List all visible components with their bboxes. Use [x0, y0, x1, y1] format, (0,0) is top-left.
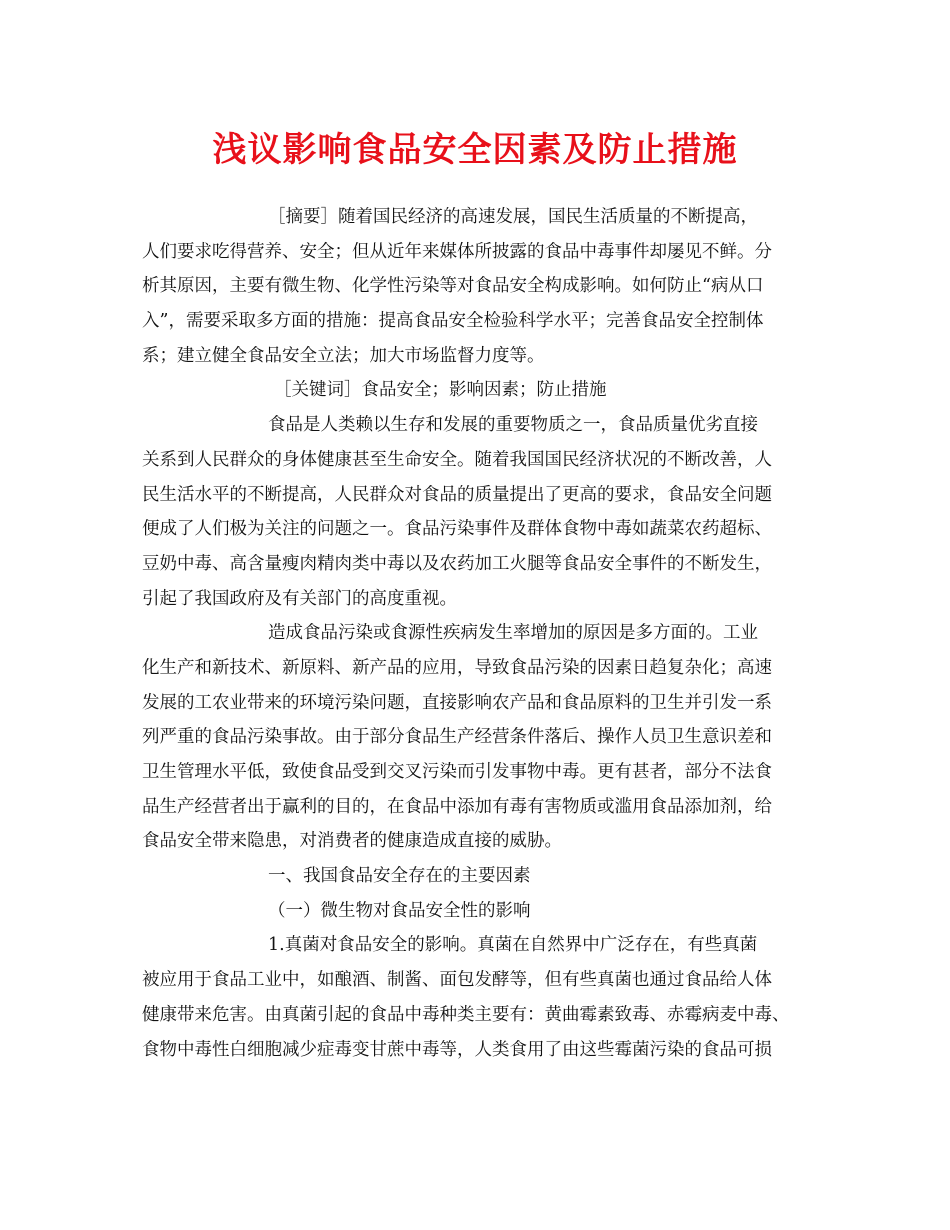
intro-line: 豆奶中毒、高含量瘦肉精肉类中毒以及农药加工火腿等食品安全事件的不断发生， — [142, 553, 772, 574]
keywords-paragraph — [142, 373, 822, 408]
intro-line: 便成了人们极为关注的问题之一。食品污染事件及群体食物中毒如蔬菜农药超标、 — [142, 519, 772, 540]
abstract-line: 人们要求吃得营养、安全；但从近年来媒体所披露的食品中毒事件却屡见不鲜。分 — [142, 241, 772, 262]
causes-line: 列严重的食品污染事故。由于部分食品生产经营条件落后、操作人员卫生意识差和 — [142, 727, 772, 748]
fungi-line: 健康带来危害。由真菌引起的食品中毒种类主要有：黄曲霉素致毒、赤霉病麦中毒、 — [142, 1004, 790, 1025]
intro-paragraph — [142, 408, 822, 616]
intro-line: 关系到人民群众的身体健康甚至生命安全。随着我国国民经济状况的不断改善，人 — [142, 449, 772, 470]
document-body — [142, 200, 822, 1067]
abstract-line: 析其原因，主要有微生物、化学性污染等对食品安全构成影响。如何防止“病从口 — [142, 276, 764, 297]
abstract-paragraph — [142, 200, 822, 373]
section-heading — [142, 859, 822, 894]
causes-line: 化生产和新技术、新原料、新产品的应用，导致食品污染的因素日趋复杂化；高速 — [142, 657, 772, 678]
document-title: 浅议影响食品安全因素及防止措施 — [212, 130, 738, 170]
fungi-line: 1.真菌对食品安全的影响。真菌在自然界中广泛存在，有些真菌 — [268, 935, 758, 956]
causes-line: 发展的工农业带来的环境污染问题，直接影响农产品和食品原料的卫生并引发一系 — [142, 692, 772, 713]
causes-line: 食品安全带来隐患，对消费者的健康造成直接的威胁。 — [142, 831, 562, 852]
abstract-line: 入”，需要采取多方面的措施：提高食品安全检验科学水平；完善食品安全控制体 — [142, 311, 764, 332]
causes-line: 造成食品污染或食源性疾病发生率增加的原因是多方面的。工业 — [268, 623, 758, 644]
subsection-heading — [142, 894, 822, 929]
fungi-paragraph — [142, 928, 822, 1067]
intro-line: 引起了我国政府及有关部门的高度重视。 — [142, 588, 457, 609]
causes-line: 品生产经营者出于赢利的目的，在食品中添加有毒有害物质或滥用食品添加剂，给 — [142, 796, 772, 817]
section-heading-text: 一、我国食品安全存在的主要因素 — [268, 866, 531, 887]
fungi-line: 食物中毒性白细胞减少症毒变甘蔗中毒等，人类食用了由这些霉菌污染的食品可损 — [142, 1039, 772, 1060]
fungi-line: 被应用于食品工业中，如酿酒、制酱、面包发酵等，但有些真菌也通过食品给人体 — [142, 970, 772, 991]
causes-line: 卫生管理水平低，致使食品受到交叉污染而引发事物中毒。更有甚者，部分不法食 — [142, 762, 772, 782]
abstract-line: ［摘要］随着国民经济的高速发展，国民生活质量的不断提高， — [268, 207, 758, 227]
abstract-line: 系；建立健全食品安全立法；加大市场监督力度等。 — [142, 345, 545, 366]
intro-line: 食品是人类赖以生存和发展的重要物质之一，食品质量优劣直接 — [268, 415, 758, 436]
causes-paragraph — [142, 616, 822, 859]
intro-line: 民生活水平的不断提高，人民群众对食品的质量提出了更高的要求，食品安全问题 — [142, 484, 772, 505]
subsection-heading-text: （一）微生物对食品安全性的影响 — [268, 900, 531, 921]
keywords-line: ［关键词］食品安全；影响因素；防止措施 — [274, 380, 607, 401]
